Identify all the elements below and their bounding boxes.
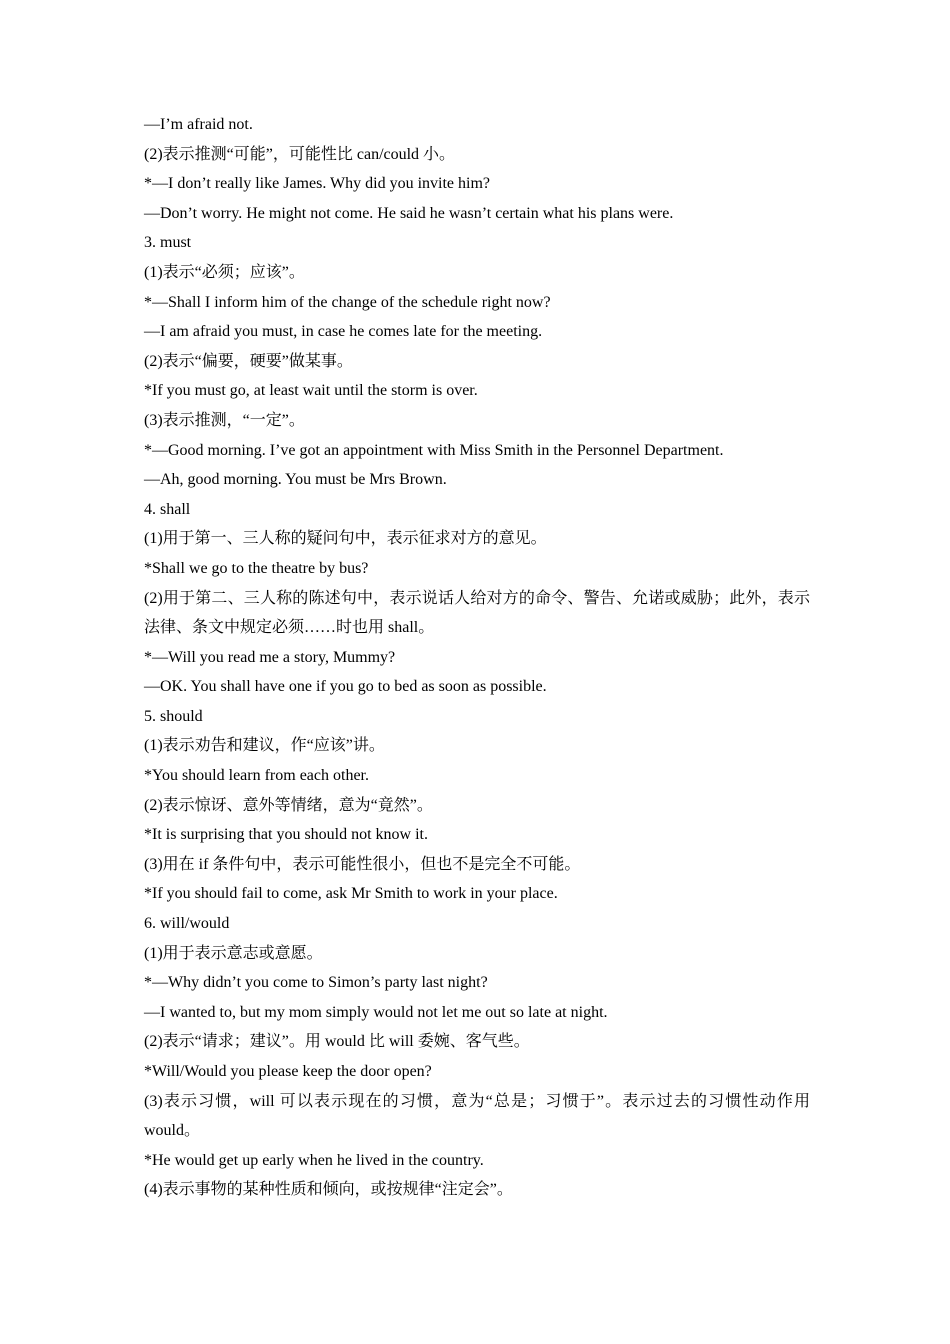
text-line: (3)用在 if 条件句中，表示可能性很小，但也不是完全不可能。: [144, 855, 581, 873]
text-line: —Ah, good morning. You must be Mrs Brown.: [144, 471, 447, 489]
text-line: (2)表示“偏要，硬要”做某事。: [144, 352, 353, 370]
text-line: *—Shall I inform him of the change of the schedule right now?: [144, 293, 551, 311]
text-line: *Shall we go to the theatre by bus?: [144, 559, 369, 577]
text-paragraph: (2)用于第二、三人称的陈述句中，表示说话人给对方的命令、警告、允诺或威胁；此外，表示法律、条文中规定必须……时也用 shall。: [144, 589, 810, 637]
section-heading-shall: 4. shall: [144, 500, 191, 518]
text-line: (1)表示“必须；应该”。: [144, 263, 305, 281]
text-paragraph: (3)表示习惯，will 可以表示现在的习惯，意为“总是；习惯于”。表示过去的习惯性动作用 would。: [144, 1092, 810, 1140]
text-line: (3)表示推测，“一定”。: [144, 411, 305, 429]
text-line: *If you must go, at least wait until the storm is over.: [144, 382, 478, 400]
text-line: —OK. You shall have one if you go to bed as soon as possible.: [144, 678, 547, 696]
text-line: *Will/Would you please keep the door open?: [144, 1063, 432, 1080]
section-heading-must: 3. must: [144, 234, 192, 252]
text-line: (1)表示劝告和建议，作“应该”讲。: [144, 737, 385, 755]
text-line: (4)表示事物的某种性质和倾向，或按规律“注定会”。: [144, 1181, 513, 1199]
text-line: (2)表示推测“可能”，可能性比 can/could 小。: [144, 145, 456, 163]
text-line: *If you should fail to come, ask Mr Smith to work in your place.: [144, 885, 558, 903]
text-line: (1)用于第一、三人称的疑问句中，表示征求对方的意见。: [144, 530, 547, 548]
text-line: *—Good morning. I’ve got an appointment with Miss Smith in the Personnel Department.: [144, 441, 724, 459]
document-page: [144, 110, 810, 1205]
text-line: —I wanted to, but my mom simply would not let me out so late at night.: [144, 1003, 608, 1021]
text-line: *You should learn from each other.: [144, 767, 369, 785]
text-line: *—Will you read me a story, Mummy?: [144, 648, 396, 666]
text-line: (1)用于表示意志或意愿。: [144, 944, 323, 962]
text-line: —I’m afraid not.: [144, 116, 253, 133]
text-line: *—I don’t really like James. Why did you invite him?: [144, 175, 491, 193]
text-line: (2)表示惊讶、意外等情绪，意为“竟然”。: [144, 796, 433, 814]
text-line: —Don’t worry. He might not come. He said he wasn’t certain what his plans were.: [144, 204, 674, 222]
section-heading-will-would: 6. will/would: [144, 915, 230, 933]
text-line: —I am afraid you must, in case he comes late for the meeting.: [144, 323, 543, 341]
text-line: *—Why didn’t you come to Simon’s party last night?: [144, 974, 488, 992]
text-line: *It is surprising that you should not know it.: [144, 826, 428, 844]
section-heading-should: 5. should: [144, 707, 203, 725]
text-line: (2)表示“请求；建议”。用 would 比 will 委婉、客气些。: [144, 1033, 530, 1051]
text-line: *He would get up early when he lived in the country.: [144, 1151, 484, 1169]
